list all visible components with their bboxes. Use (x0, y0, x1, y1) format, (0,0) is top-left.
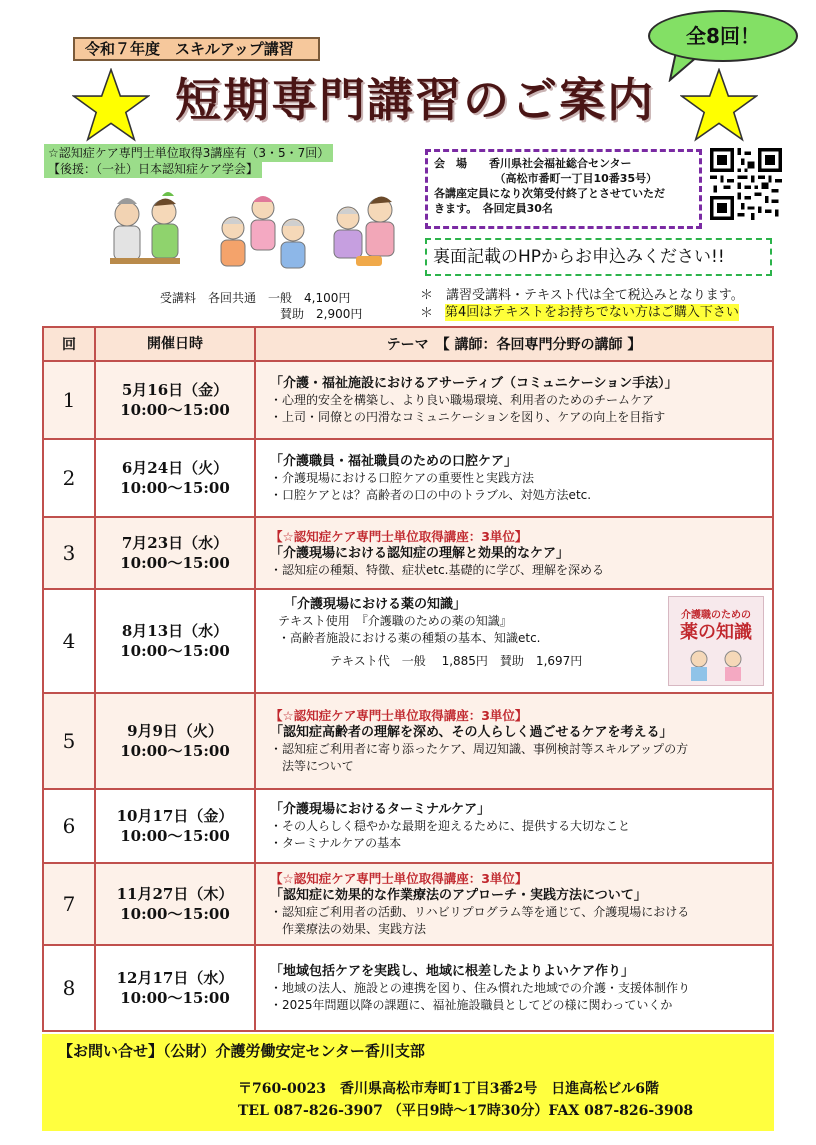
session-detail: ・高齢者施設における薬の種類の基本、知識etc. (278, 631, 541, 645)
session-title: 「地域包括ケアを実践し、地域に根差したよりよいケア作り」 (270, 963, 635, 979)
session-time: 10:00～15:00 (120, 479, 230, 497)
session-number: 8 (43, 945, 95, 1031)
session-datetime (95, 517, 255, 589)
session-time: 10:00～15:00 (120, 905, 230, 923)
elderly-illustration (213, 192, 313, 272)
support-illustration (320, 192, 410, 272)
session-detail: ・心理的安全を構築し、より良い職場環境、利用者のためのチームケア (270, 392, 655, 407)
contact-address: 〒760-0023 香川県高松市寿町1丁目3番2号 日進高松ビル6階 (238, 1081, 659, 1097)
session-date: 11月27日（木） (116, 885, 234, 903)
capacity-note: 各講座定員になり次第受付終了とさせていただ (434, 187, 665, 200)
venue-address: （高松市番町一丁目10番35号） (434, 172, 658, 185)
session-detail: ・認知症ご利用者に寄り添ったケア、周辺知識、事例検討等スキルアップの方 (270, 742, 689, 756)
session-time: 10:00～15:00 (120, 401, 230, 419)
caregiver-illustration (92, 192, 202, 272)
text-note-mark: ＊ (420, 306, 434, 321)
year-tag: 令和７年度 スキルアップ講習 (73, 37, 320, 61)
session-theme (255, 589, 773, 693)
session-title: 「介護職員・福祉職員のための口腔ケア」 (270, 453, 518, 469)
qr-code-icon[interactable] (710, 148, 782, 220)
fee-general: 受講料 各回共通 一般 4,100円 (160, 291, 351, 305)
contact-head: 【お問い合せ】（公財）介護労働安定センター香川支部 (58, 1042, 425, 1060)
session-detail: 法等について (270, 759, 354, 773)
session-time: 10:00～15:00 (120, 742, 230, 760)
session-detail: ・ターミナルケアの基本 (270, 835, 402, 850)
header-theme: テーマ 【 講師：各回専門分野の講師 】 (255, 327, 773, 361)
table-row (43, 361, 773, 439)
venue-line: 会 場 香川県社会福祉総合センター (434, 157, 632, 170)
session-theme (255, 863, 773, 945)
session-theme (255, 439, 773, 517)
session-title: 「介護現場における薬の知識」 (284, 597, 467, 612)
session-theme (255, 945, 773, 1031)
apply-notice: 裏面記載のHPからお申込みください!! (425, 238, 772, 276)
schedule-table (42, 326, 774, 1032)
session-number: 2 (43, 439, 95, 517)
session-date: 6月24日（火） (121, 459, 229, 477)
table-row (43, 693, 773, 789)
session-detail: ・認知症ご利用者の活動、リハビリプログラム等を通じて、介護現場における (270, 905, 690, 919)
session-time: 10:00～15:00 (120, 827, 230, 845)
session-detail: ・その人らしく穏やかな最期を迎えるために、提供する大切なこと (270, 818, 631, 833)
session-detail: ・2025年問題以降の課題に、福祉施設職員としてどの様に関わっていくか (270, 997, 673, 1012)
session-number: 3 (43, 517, 95, 589)
session-datetime (95, 863, 255, 945)
session-datetime (95, 361, 255, 439)
table-row (43, 517, 773, 589)
contact-phone: TEL 087-826-3907 （平日9時～17時30分）FAX 087-826-3908 (238, 1103, 694, 1119)
session-datetime (95, 789, 255, 863)
session-datetime (95, 945, 255, 1031)
session-detail: ・上司・同僚との円滑なコミュニケーションを図り、ケアの向上を目指す (270, 409, 666, 424)
session-datetime (95, 589, 255, 693)
session-title: 「認知症高齢者の理解を深め、その人らしく過ごせるケアを考える」 (270, 725, 673, 740)
page-title: 短期専門講習のご案内 (175, 73, 655, 127)
table-header (43, 327, 773, 361)
session-detail: テキスト使用 『介護職のための薬の知識』 (278, 614, 512, 628)
table-row (43, 589, 773, 693)
session-date: 10月17日（金） (116, 807, 234, 825)
session-theme (255, 789, 773, 863)
session-theme (255, 693, 773, 789)
session-detail: テキスト代 一般 1,885円 賛助 1,697円 (330, 654, 583, 668)
session-theme (255, 361, 773, 439)
session-date: 7月23日（水） (121, 534, 229, 552)
table-row (43, 863, 773, 945)
session-title: 「介護・福祉施設におけるアサーティブ（コミュニケーション手法）」 (270, 375, 678, 391)
header-num: 回 (43, 327, 95, 361)
table-row (43, 439, 773, 517)
session-datetime (95, 693, 255, 789)
contact-box (42, 1034, 774, 1131)
textbook-illustration (669, 641, 764, 681)
session-datetime (95, 439, 255, 517)
session-number: 5 (43, 693, 95, 789)
credit-badge: 【☆認知症ケア専門士単位取得講座：3単位】 (270, 528, 528, 544)
count-bubble: 全8回！ (648, 10, 798, 62)
capacity-note: きます。 各回定員30名 (434, 202, 553, 215)
credit-badge: 【☆認知症ケア専門士単位取得講座：3単位】 (270, 871, 528, 886)
star-icon (680, 68, 758, 142)
textbook-subtitle: 介護職のための (681, 610, 751, 621)
session-date: 5月16日（金） (121, 381, 229, 399)
session-title: 「介護現場におけるターミナルケア」 (270, 801, 491, 817)
session-time: 10:00～15:00 (120, 554, 230, 572)
textbook-cover (668, 596, 764, 686)
table-row (43, 945, 773, 1031)
session-time: 10:00～15:00 (120, 642, 230, 660)
session-time: 10:00～15:00 (120, 989, 230, 1007)
header-date: 開催日時 (95, 327, 255, 361)
credit-note: ☆認知症ケア専門士単位取得3講座有（3・5・7回） (44, 144, 333, 162)
text-purchase-note: 第4回はテキストをお持ちでない方はご購入下さい (445, 305, 739, 320)
fee-member: 賛助 2,900円 (280, 307, 363, 321)
session-detail: ・口腔ケアとは？高齢者の口の中のトラブル、対処方法etc. (270, 487, 592, 502)
session-title: 「認知症に効果的な作業療法のアプローチ・実践方法について」 (270, 888, 647, 903)
session-detail: ・認知症の種類、特徴、症状etc.基礎的に学び、理解を深める (270, 562, 605, 577)
session-date: 8月13日（水） (121, 622, 229, 640)
session-date: 9月9日（火） (127, 722, 223, 740)
session-number: 6 (43, 789, 95, 863)
session-number: 7 (43, 863, 95, 945)
table-row (43, 789, 773, 863)
sponsor-note: 【後援：（一社）日本認知症ケア学会】 (44, 160, 262, 178)
star-icon (72, 68, 150, 142)
tax-note: ＊ 講習受講料・テキスト代は全て税込みとなります。 (420, 288, 744, 303)
textbook-title: 薬の知識 (680, 622, 752, 643)
session-number: 4 (43, 589, 95, 693)
session-date: 12月17日（水） (116, 969, 234, 987)
session-detail: ・介護現場における口腔ケアの重要性と実践方法 (270, 470, 535, 485)
session-detail: 作業療法の効果、実践方法 (270, 922, 427, 936)
session-title: 「介護現場における認知症の理解と効果的なケア」 (270, 545, 570, 561)
session-theme (255, 517, 773, 589)
session-detail: ・地域の法人、施設との連携を図り、住み慣れた地域での介護・支援体制作り (270, 980, 691, 995)
venue-box (425, 149, 702, 229)
credit-badge: 【☆認知症ケア専門士単位取得講座：3単位】 (270, 708, 528, 723)
session-number: 1 (43, 361, 95, 439)
